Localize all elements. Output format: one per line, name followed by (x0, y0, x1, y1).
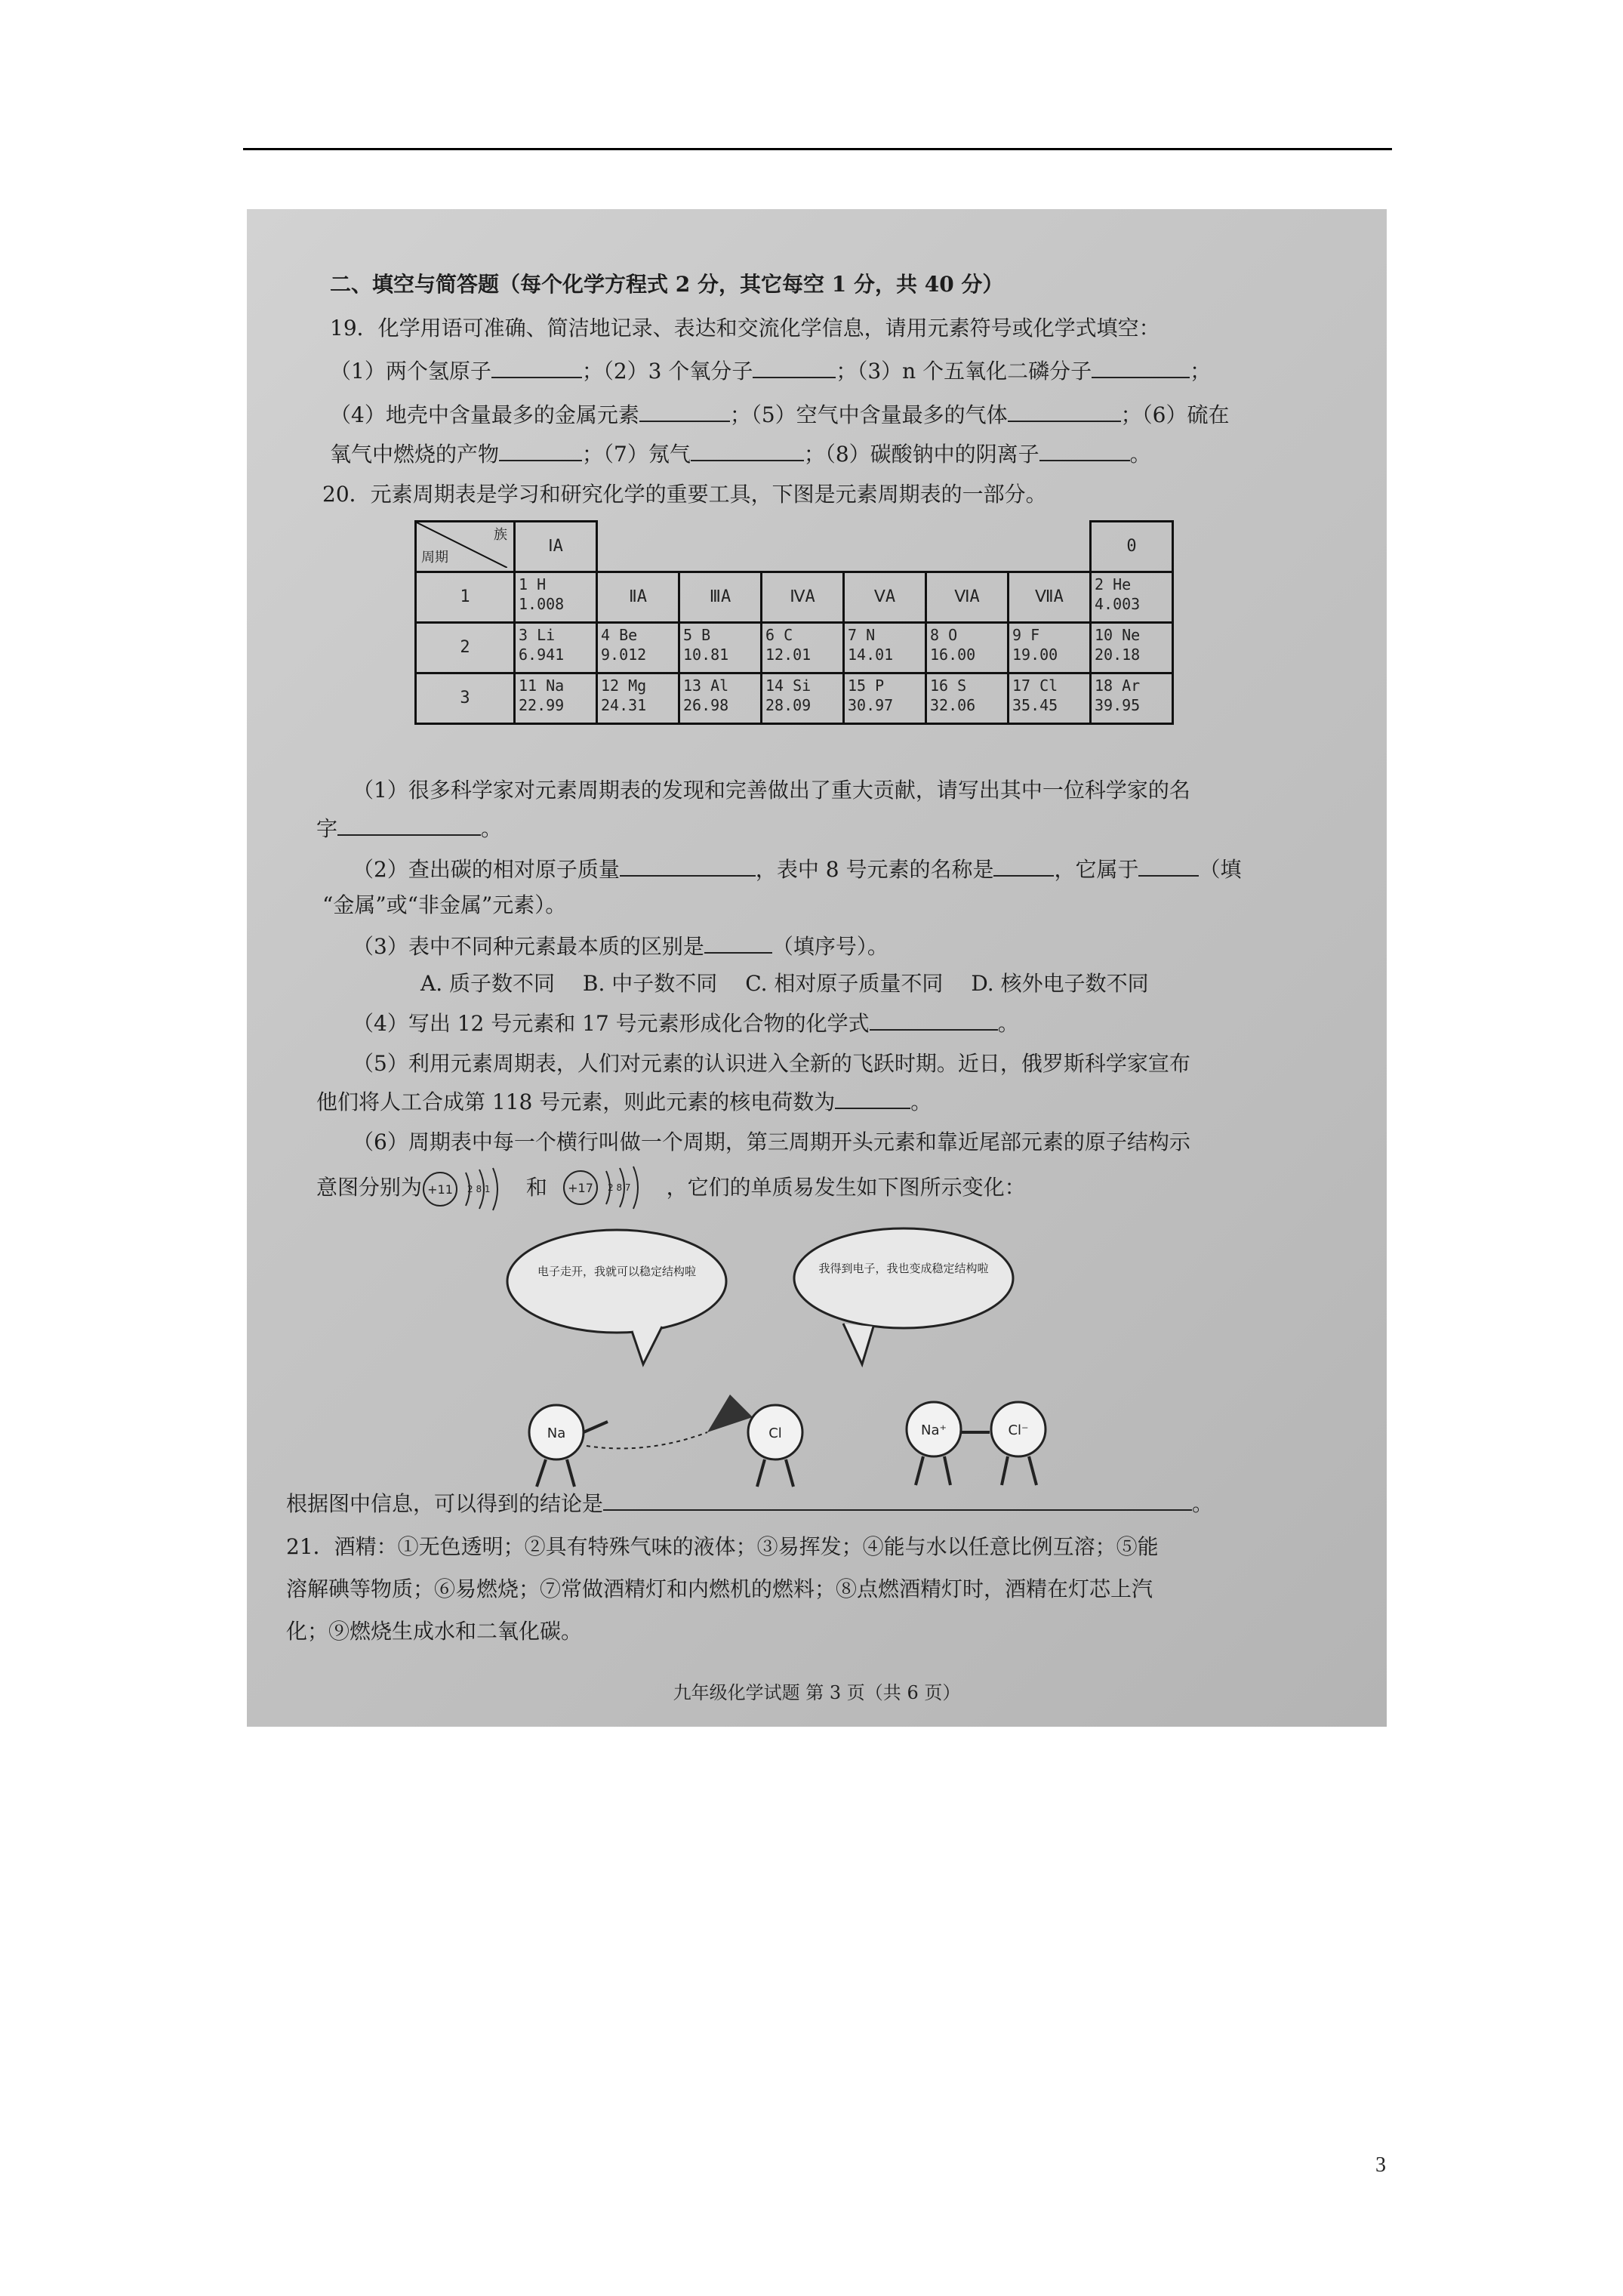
q20-p3: （3）表中不同种元素最本质的区别是 （填序号）。 (353, 934, 888, 959)
period-3: 3 (416, 673, 515, 724)
q20-p5b: 他们将人工合成第 118 号元素，则此元素的核电荷数为 。 (316, 1089, 932, 1114)
table-corner: 族 周期 (416, 522, 515, 572)
q20-stem: 20．元素周期表是学习和研究化学的重要工具，下图是元素周期表的一部分。 (322, 482, 1047, 507)
sodium-nucleus-label: +11 (427, 1182, 453, 1197)
svg-text:Cl: Cl (768, 1425, 782, 1441)
exam-photo (247, 209, 1387, 1727)
group-header: ⅦA (1009, 572, 1091, 623)
period-2: 2 (416, 623, 515, 673)
chlorine-nucleus-label: +17 (568, 1181, 593, 1195)
q20-p3-options: A. 质子数不同 B. 中子数不同 C. 相对原子质量不同 D. 核外电子数不同 (420, 971, 1149, 996)
element-cell: 11 Na 22.99 (515, 673, 597, 724)
chlorine-character (748, 1405, 802, 1487)
element-cell: 1 H 1.008 (515, 572, 597, 623)
element-cell: 9 F 19.00 (1009, 623, 1091, 673)
group-header: ⅤA (844, 572, 926, 623)
page-number: 3 (1375, 2153, 1386, 2177)
element-cell: 4 Be 9.012 (597, 623, 679, 673)
q20-p5a: （5）利用元素周期表，人们对元素的认识进入全新的飞跃时期。近日，俄罗斯科学家宣布 (353, 1051, 1190, 1076)
svg-text:Na: Na (547, 1425, 566, 1441)
element-cell: 7 N 14.01 (844, 623, 926, 673)
electron-transfer-cartoon (481, 1206, 1160, 1508)
q20-p6a: （6）周期表中每一个横行叫做一个周期，第三周期开头元素和靠近尾部元素的原子结构示 (353, 1130, 1190, 1154)
q20-p4: （4）写出 12 号元素和 17 号元素形成化合物的化学式 。 (353, 1011, 1019, 1036)
group-header: ⅢA (679, 572, 762, 623)
chloride-ion-character (991, 1402, 1046, 1485)
q19-line3: 氧气中燃烧的产物 ；（7）氖气 ；（8）碳酸钠中的阴离子 。 (330, 442, 1151, 467)
element-cell: 3 Li 6.941 (515, 623, 597, 673)
group-0-header: 0 (1091, 522, 1173, 572)
group-header: ⅣA (762, 572, 844, 623)
element-cell: 5 B 10.81 (679, 623, 762, 673)
element-cell: 2 He 4.003 (1091, 572, 1173, 623)
periodic-table (414, 520, 1174, 725)
q20-p1a: （1）很多科学家对元素周期表的发现和完善做出了重大贡献，请写出其中一位科学家的名 (353, 778, 1190, 803)
svg-text:Cl⁻: Cl⁻ (1008, 1422, 1029, 1438)
q21-line3: 化；⑨燃烧生成水和二氧化碳。 (286, 1619, 583, 1644)
sodium-character (529, 1405, 608, 1487)
right-bubble-text: 我得到电子，我也变成稳定结构啦 (818, 1262, 989, 1275)
element-cell: 16 S 32.06 (926, 673, 1009, 724)
q20-p1b: 字 。 (316, 816, 503, 841)
q20-conclusion: 根据图中信息，可以得到的结论是 。 (286, 1491, 1214, 1516)
group-header: ⅡA (597, 572, 679, 623)
period-1: 1 (416, 572, 515, 623)
q20-p6b: 意图分别为 和 ，它们的单质易发生如下图所示变化： (316, 1175, 1026, 1200)
q20-p2e: “金属”或“非金属”元素）。 (322, 892, 567, 917)
q21-line1: 21．酒精：①无色透明；②具有特殊气味的液体；③易挥发；④能与水以任意比例互溶；⑤能 (286, 1534, 1159, 1559)
element-cell: 10 Ne 20.18 (1091, 623, 1173, 673)
sodium-ion-character (907, 1402, 961, 1485)
q20-p2: （2）查出碳的相对原子质量 ，表中 8 号元素的名称是 ，它属于 （填 (353, 857, 1242, 882)
page-footer-caption: 九年级化学试题 第 3 页（共 6 页） (673, 1682, 961, 1703)
element-cell: 12 Mg 24.31 (597, 673, 679, 724)
group-header: ⅥA (926, 572, 1009, 623)
element-cell: 17 Cl 35.45 (1009, 673, 1091, 724)
q19-line2: （4）地壳中含量最多的金属元素 ；（5）空气中含量最多的气体 ；（6）硫在 (330, 402, 1230, 427)
q19-stem: 19．化学用语可准确、简洁地记录、表达和交流化学信息，请用元素符号或化学式填空： (330, 316, 1160, 341)
element-cell: 13 Al 26.98 (679, 673, 762, 724)
section-title: 二、填空与简答题（每个化学方程式 2 分，其它每空 1 分，共 40 分） (330, 272, 1004, 297)
chlorine-shell-label: 2 8 7 (608, 1182, 631, 1193)
q21-line2: 溶解碘等物质；⑥易燃烧；⑦常做酒精灯和内燃机的燃料；⑧点燃酒精灯时，酒精在灯芯上汽 (286, 1576, 1153, 1601)
sodium-shell-label: 2 8 1 (467, 1184, 491, 1194)
left-bubble-text: 电子走开，我就可以稳定结构啦 (537, 1265, 697, 1278)
element-cell: 6 C 12.01 (762, 623, 844, 673)
element-cell: 14 Si 28.09 (762, 673, 844, 724)
top-rule (243, 148, 1392, 150)
element-cell: 18 Ar 39.95 (1091, 673, 1173, 724)
svg-text:Na⁺: Na⁺ (921, 1422, 947, 1438)
q19-line1: （1）两个氢原子 ；（2）3 个氧分子 ；（3）n 个五氧化二磷分子 ； (330, 359, 1212, 384)
element-cell: 15 P 30.97 (844, 673, 926, 724)
element-cell: 8 O 16.00 (926, 623, 1009, 673)
group-IA-header: ⅠA (515, 522, 597, 572)
